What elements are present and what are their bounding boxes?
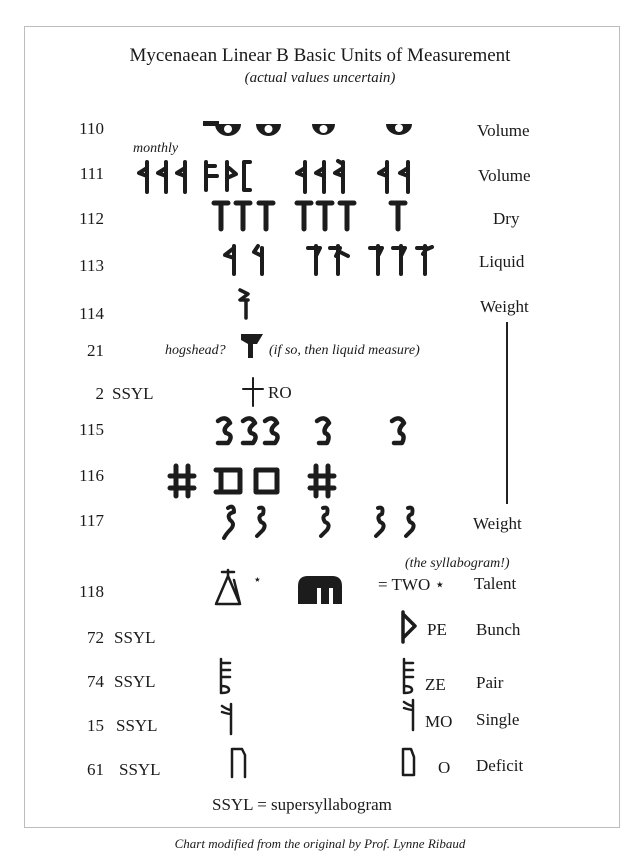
category-dry: Dry	[493, 209, 520, 228]
page-subtitle: (actual values uncertain)	[244, 70, 396, 86]
syllable-o: O	[438, 758, 451, 777]
category-bunch: Bunch	[476, 620, 521, 639]
row-number-112: 112	[79, 209, 104, 228]
syllable-two: = TWO ⋆	[378, 575, 446, 594]
category-deficit: Deficit	[476, 756, 524, 775]
row-number-116: 116	[79, 466, 104, 485]
glyph-110-cup-1	[203, 121, 241, 136]
glyph-112-group	[214, 203, 405, 229]
row-number-72: 72	[87, 628, 104, 647]
glyph-61-o-1	[232, 749, 245, 777]
glyph-74-ze-1	[221, 659, 230, 693]
glyph-114	[240, 290, 248, 318]
row-number-114: 114	[79, 304, 104, 323]
glyph-72-pe	[403, 612, 415, 642]
row-number-2: 2	[95, 384, 104, 403]
glyph-118-talent-solid	[298, 576, 342, 604]
ssyl-label-15: SSYL	[116, 716, 158, 735]
category-liquid: Liquid	[479, 252, 525, 271]
category-single: Single	[476, 710, 520, 729]
note-monthly: monthly	[133, 141, 179, 156]
note-liquid-measure: (if so, then liquid measure)	[269, 343, 420, 358]
category-volume-110: Volume	[477, 121, 530, 140]
glyph-110-cup-2	[256, 124, 281, 136]
glyph-21-hogshead	[241, 334, 263, 358]
row-number-111: 111	[79, 164, 104, 183]
glyph-116-group	[170, 466, 334, 496]
category-volume-111: Volume	[478, 166, 531, 185]
glyph-15-mo-1	[222, 704, 231, 734]
note-hogshead: hogshead?	[165, 343, 226, 358]
row-number-61: 61	[87, 760, 104, 779]
row-number-15: 15	[87, 716, 104, 735]
category-pair: Pair	[476, 673, 504, 692]
syllable-pe: PE	[427, 620, 447, 639]
glyph-74-ze-2	[404, 659, 413, 693]
syllable-ze: ZE	[425, 675, 446, 694]
glyph-15-mo-2	[404, 700, 413, 730]
row-number-117: 117	[79, 511, 104, 530]
page-title: Mycenaean Linear B Basic Units of Measurement	[129, 45, 511, 66]
glyph-110-cup-4	[386, 124, 412, 135]
ssyl-label-2: SSYL	[112, 384, 154, 403]
syllable-mo: MO	[425, 712, 453, 731]
glyph-111-group	[139, 161, 408, 192]
note-syllabogram: (the syllabogram!)	[405, 556, 510, 571]
glyph-113-group	[225, 246, 432, 274]
category-weight-117: Weight	[473, 514, 522, 533]
ssyl-label-72: SSYL	[114, 628, 156, 647]
syllable-ro: RO	[268, 383, 292, 402]
row-number-110: 110	[79, 119, 104, 138]
glyph-2-ro	[243, 378, 263, 406]
glyph-61-o-2	[403, 749, 414, 775]
glyph-117-group	[224, 507, 414, 538]
row-number-118: 118	[79, 582, 104, 601]
row-number-21: 21	[87, 341, 104, 360]
category-talent: Talent	[474, 574, 517, 593]
glyph-110-cup-3	[312, 124, 335, 135]
glyph-115-group	[218, 418, 404, 443]
ssyl-legend: SSYL = supersyllabogram	[212, 795, 392, 814]
ssyl-label-74: SSYL	[114, 672, 156, 691]
glyph-118-talent-outline	[216, 570, 240, 604]
star-mark: ⋆	[253, 573, 262, 588]
category-weight-114: Weight	[480, 297, 529, 316]
row-number-113: 113	[79, 256, 104, 275]
row-number-74: 74	[87, 672, 104, 691]
chart-credit: Chart modified from the original by Prof. Lynne Ribaud	[174, 836, 466, 851]
row-number-115: 115	[79, 420, 104, 439]
ssyl-label-61: SSYL	[119, 760, 161, 779]
